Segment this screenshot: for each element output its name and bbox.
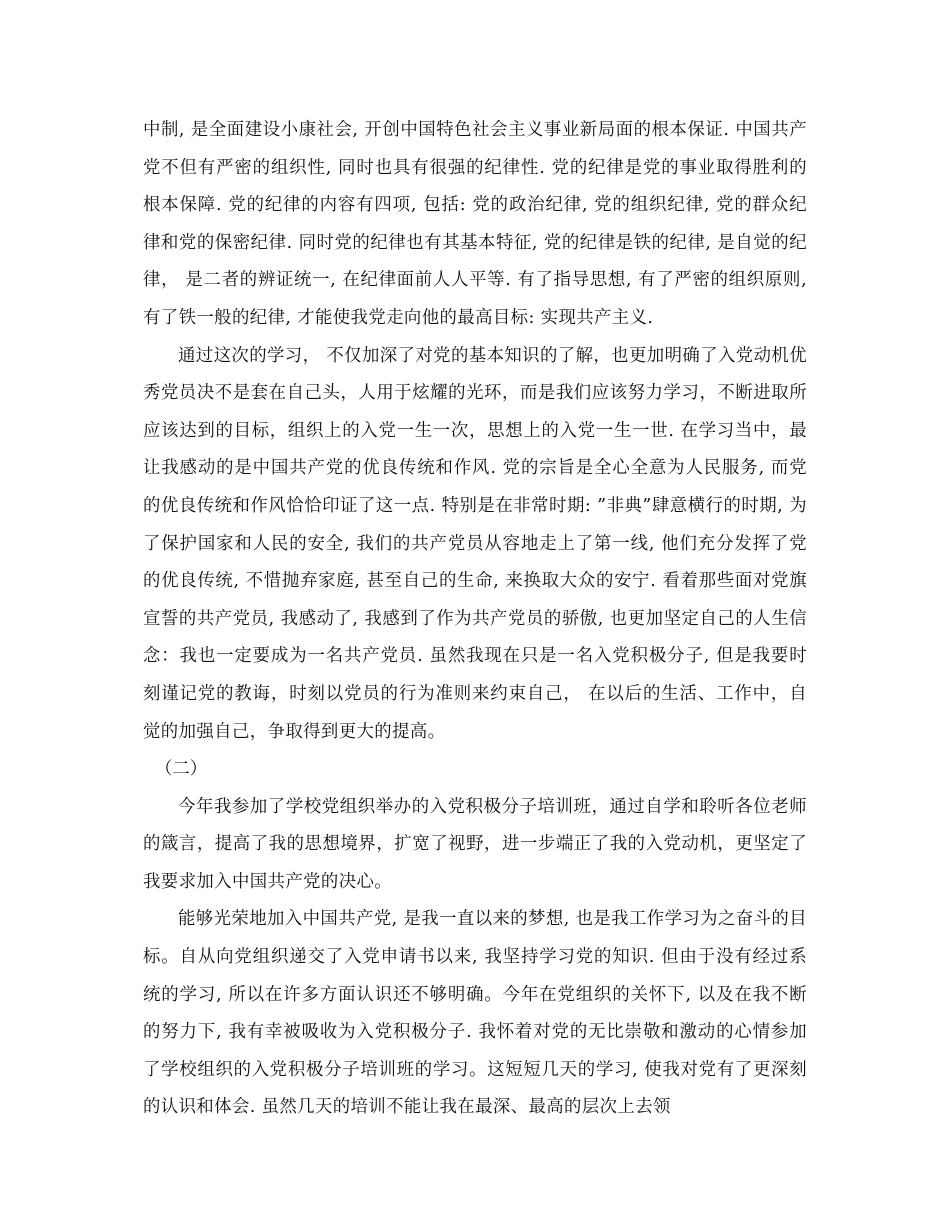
- paragraph-training-class: 今年我参加了学校党组织举办的入党积极分子培训班，通过自学和聆听各位老师的箴言，提高了我的思想境界，扩宽了视野，进一步端正了我的入党动机，更坚定了我要求加入中国共产党的决心。: [143, 796, 807, 892]
- paragraph-party-discipline: 中制, 是全面建设小康社会, 开创中国特色社会主义事业新局面的根本保证. 中国共产党不但有严密的组织性, 同时也具有很强的纪律性. 党的纪律是党的事业取得胜利的根本保障. 党的纪律的内容有四项, 包括: 党的政治纪律, 党的组织纪律, 党的群众纪律和党的保密纪律. 同时党的纪律也有其基本特征, 党的纪律是铁的纪律, 是自觉的纪律， 是二者的辨证统一, 在纪律面前人人平等. 有了指导思想, 有了严密的组织原则, 有了铁一般的纪律, 才能使我党走向他的最高目标: 实现共产主义.: [143, 120, 807, 328]
- paragraph-joining-party-dream: 能够光荣地加入中国共产党, 是我一直以来的梦想, 也是我工作学习为之奋斗的目标。自从向党组织递交了入党申请书以来, 我坚持学习党的知识. 但由于没有经过系统的学习, 所以在许多方面认识还不够明确。今年在党组织的关怀下, 以及在我不断的努力下, 我有幸被吸收为入党积极分子. 我怀着对党的无比崇敬和激动的心情参加了学校组织的入党积极分子培训班的学习。这短短几天的学习, 使我对党有了更深刻的认识和体会. 虽然几天的培训不能让我在最深、最高的层次上去领: [143, 909, 807, 1118]
- section-heading: （二）: [155, 759, 208, 780]
- paragraph-study-reflection: 通过这次的学习， 不仅加深了对党的基本知识的了解，也更加明确了入党动机优秀党员决不是套在自己头，人用于炫耀的光环，而是我们应该努力学习，不断进取所应该达到的目标，组织上的入党一生一次，思想上的入党一生一世. 在学习当中，最让我感动的是中国共产党的优良传统和作风. 党的宗旨是全心全意为人民服务, 而党的优良传统和作风恰恰印证了这一点. 特别是在非常时期: ”非典”肆意横行的时期, 为了保护国家和人民的安全, 我们的共产党员从容地走上了第一线, 他们充分发挥了党的优良传统, 不惜抛弃家庭, 甚至自己的生命, 来换取大众的安宁. 看着那些面对党旗宣誓的共产党员, 我感动了, 我感到了作为共产党员的骄傲, 也更加坚定自己的人生信念：我也一定要成为一名共产党员. 虽然我现在只是一名入党积极分子, 但是我要时刻谨记党的教诲，时刻以党员的行为准则来约束自己， 在以后的生活、工作中，自觉的加强自己，争取得到更大的提高。: [143, 345, 807, 742]
- document-body: [143, 112, 807, 1127]
